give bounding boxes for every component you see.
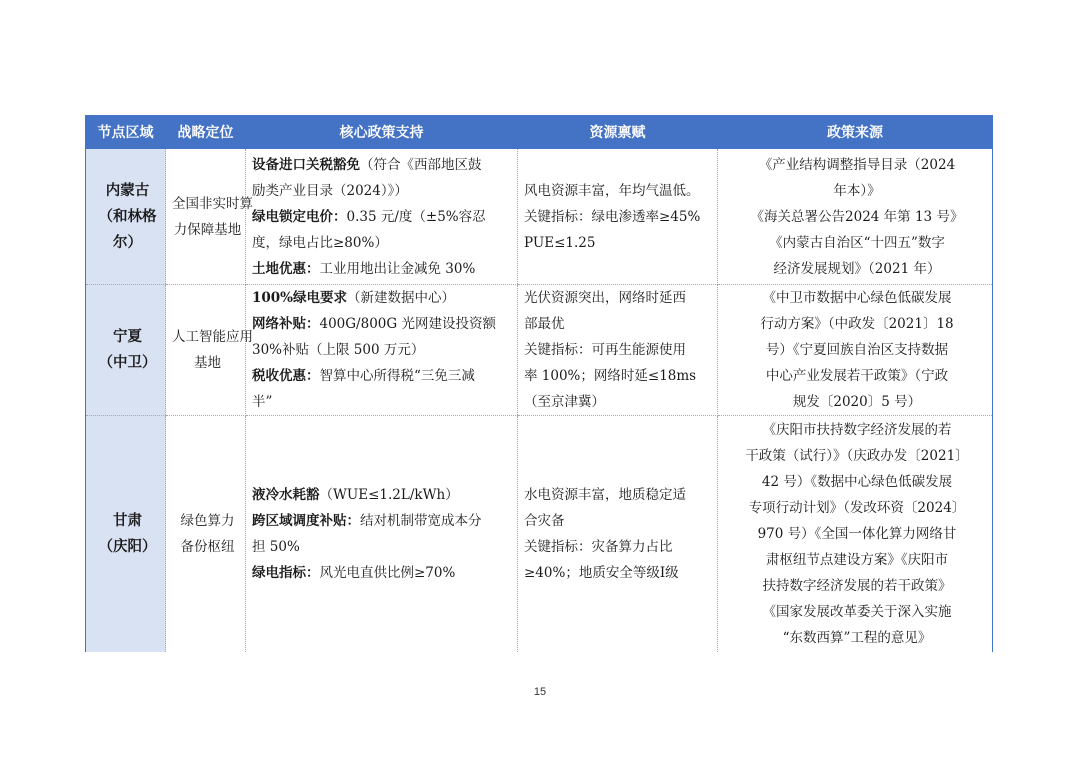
policy-line [252,256,515,282]
resource-cell-line: （至京津冀） [524,394,605,410]
position-cell-line: 全国非实时算 [172,195,253,212]
region-cell-line: （中卫） [98,354,157,371]
position-cell [166,416,246,652]
source-cell-line: “东数西算”工程的意见》 [782,629,932,646]
policy-cell [246,149,518,285]
policy-text: 励类产业目录（2024）》） [252,182,408,199]
source-cell-line: 970 号）《全国一体化算力网络甘 [757,525,957,542]
header-region: 节点区域 [86,116,166,149]
policy-line [252,178,515,204]
policy-keyword: 跨区域调度补贴： [252,512,360,529]
policy-text: 结对机制带宽成本分 [360,512,482,529]
source-cell-line: 《内蒙古自治区“十四五”数字 [769,234,945,251]
policy-cell [246,416,518,652]
source-cell [718,285,993,416]
policy-text: （符合《西部地区鼓 [360,156,482,173]
policy-text: 工业用地出让金减免 30% [319,260,476,277]
resource-cell-line: 关键指标：绿电渗透率≥45% [524,208,701,225]
policy-keyword: 网络补贴： [252,316,320,332]
resource-cell-line: 光伏资源突出，网络时延西 [524,290,686,306]
resource-cell-line: 关键指标：可再生能源使用 [524,342,686,358]
source-cell-line: 《海关总署公告2024 年第 13 号》 [750,208,964,225]
header-position: 战略定位 [166,116,246,149]
header-resource: 资源禀赋 [518,116,718,149]
resource-cell-line: 风电资源丰富，年均气温低。 [524,182,700,199]
policy-text: 度，绿电占比≥80%） [252,234,388,251]
position-cell [166,149,253,285]
resource-cell-line: 关键指标：灾备算力占比 [524,538,673,555]
source-cell-line: 42 号）《数据中心绿色低碳发展 [761,473,953,490]
policy-line [252,363,515,389]
policy-keyword: 土地优惠： [252,260,320,277]
policy-keyword: 绿电指标： [252,564,320,581]
table-row [86,149,993,285]
policy-text: 半” [252,394,273,410]
policy-text: 风光电直供比例≥70% [319,564,456,581]
source-cell-line: 经济发展规划》（2021 年） [773,260,941,277]
header-policy: 核心政策支持 [246,116,518,149]
policy-text: （新建数据中心） [347,290,456,306]
policy-text: 400G/800G 光网建设投资额 [319,316,496,332]
resource-cell [518,416,718,652]
source-cell-line: 《中卫市数据中心绿色低碳发展 [762,290,952,306]
resource-cell-line: 率 100%；网络时延≤18ms [524,368,697,384]
source-cell [718,416,993,652]
region-cell [86,285,166,416]
resource-cell [518,285,718,416]
source-cell-line: 肃枢纽节点建设方案》《庆阳市 [765,551,949,568]
position-cell-line: 备份枢纽 [180,538,235,555]
region-cell-line: 尔） [113,233,142,251]
position-cell-line: 绿色算力 [180,512,235,529]
header-source: 政策来源 [718,116,993,149]
region-cell-line: 内蒙古 [105,181,150,199]
source-cell-line: 《国家发展改革委关于深入实施 [762,603,952,620]
table-row [86,285,993,416]
region-cell-line: 宁夏 [113,328,142,345]
page-number: 15 [533,686,547,698]
policy-keyword: 绿电锁定电价： [252,208,347,225]
policy-line [252,230,515,256]
resource-cell-line: 部最优 [524,316,565,332]
policy-line [252,389,515,415]
source-cell-line: 年本）》 [833,182,881,199]
policy-line [252,534,515,560]
source-cell-line: 行动方案》（中政发〔2021〕18 [760,316,954,332]
policy-keyword: 税收优惠： [252,368,320,384]
region-cell-line: 甘肃 [113,511,142,529]
resource-cell [518,149,718,285]
region-cell-line: （和林格 [98,207,157,225]
policy-keyword: 设备进口关税豁免 [252,156,360,173]
source-cell-line: 专项行动计划》（发改环资〔2024〕 [748,499,966,516]
policy-line [252,560,515,586]
policy-line [252,311,515,337]
position-cell-line: 力保障基地 [173,221,242,238]
policy-line [252,285,515,311]
policy-keyword: 100%绿电要求 [252,290,348,306]
source-cell-line: 号）《宁夏回族自治区支持数据 [765,342,949,358]
resource-cell-line: 合灾备 [524,512,565,529]
policy-text: （WUE≤1.2L/kWh） [319,486,459,503]
position-cell-line: 基地 [194,355,221,371]
policy-text: 0.35 元/度（±5%容忍 [346,208,486,225]
policy-text: 30%补贴（上限 500 万元） [252,342,425,358]
region-cell [86,416,166,652]
policy-text: 担 50% [252,538,300,555]
source-cell-line: 《庆阳市扶持数字经济发展的若 [762,421,952,438]
policy-keyword: 液冷水耗豁 [252,486,320,503]
source-cell-line: 扶持数字经济发展的若干政策》 [762,577,952,594]
policy-table [85,115,993,652]
source-cell-line: 中心产业发展若干政策》（宁政 [765,368,949,384]
source-cell [718,149,993,285]
policy-line [252,337,515,363]
policy-text: 智算中心所得税“三免三减 [319,368,475,384]
policy-line [252,508,515,534]
table-header-row [86,116,993,149]
policy-line [252,204,515,230]
policy-line [252,152,515,178]
region-cell [86,149,166,285]
resource-cell-line: PUE≤1.25 [524,234,596,251]
source-cell-line: 《产业结构调整指导目录（2024 [758,156,956,173]
source-cell-line: 规发〔2020〕5 号） [792,394,922,410]
policy-line [252,482,515,508]
policy-cell [246,285,518,416]
resource-cell-line: 水电资源丰富，地质稳定适 [524,486,686,503]
position-cell [166,285,253,416]
region-cell-line: （庆阳） [98,537,157,555]
resource-cell-line: ≥40%；地质安全等级Ⅰ级 [524,564,679,581]
position-cell-line: 人工智能应用 [172,329,253,345]
source-cell-line: 干政策（试行）》（庆政办发〔2021〕 [745,447,969,464]
table-row [86,416,993,652]
